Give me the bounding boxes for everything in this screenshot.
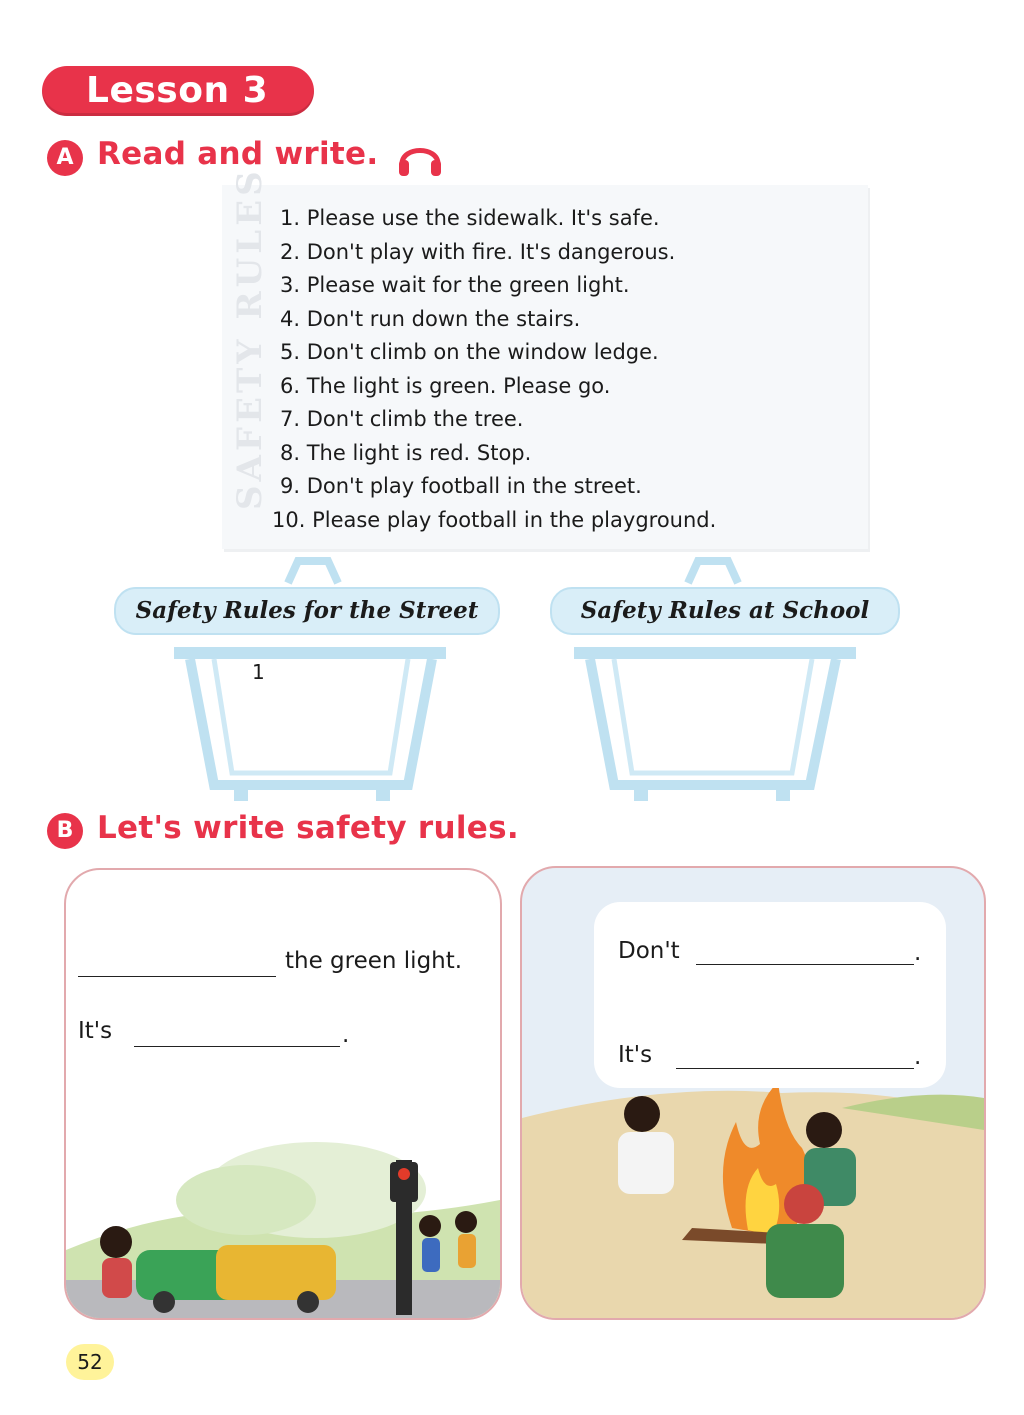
answer-line-3[interactable] — [696, 964, 914, 965]
street-line2-prefix: It's — [78, 1018, 113, 1044]
section-b-title: Let's write safety rules. — [97, 810, 519, 846]
rule-item: 3. Please wait for the green light. — [280, 273, 630, 297]
rule-item: 6. The light is green. Please go. — [280, 373, 611, 398]
section-b-badge: B — [47, 813, 83, 849]
page-number: 52 — [66, 1344, 114, 1380]
answer-line-2[interactable] — [134, 1046, 340, 1047]
rule-item: 7. Don't climb the tree. — [280, 407, 524, 431]
section-a-badge: A — [47, 140, 83, 176]
rule-item: 4. Don't run down the stairs. — [280, 306, 581, 331]
bin-label-street: Safety Rules for the Street — [114, 587, 500, 635]
rule-item: 5. Don't climb on the window ledge. — [280, 340, 659, 364]
period-mark: . — [342, 1022, 350, 1048]
rule-item: 1. Please use the sidewalk. It's safe. — [280, 206, 660, 230]
street-write-box — [64, 868, 502, 1320]
rule-item: 10. Please play football in the playground. — [272, 507, 717, 532]
headphones-icon[interactable] — [396, 136, 444, 182]
street-bin-entry[interactable]: 1 — [252, 660, 265, 684]
fire-line1-prefix: Don't — [618, 938, 680, 964]
street-line1-text: the green light. — [285, 948, 463, 974]
period-mark: . — [914, 1044, 922, 1070]
section-a-title: Read and write. — [97, 136, 379, 172]
fire-line2-prefix: It's — [618, 1042, 653, 1068]
period-mark: . — [914, 940, 922, 966]
rule-item: 9. Don't play football in the street. — [280, 474, 642, 498]
bin-label-school: Safety Rules at School — [550, 587, 900, 635]
rule-item: 2. Don't play with fire. It's dangerous. — [280, 239, 676, 264]
safety-rules-list — [272, 202, 717, 537]
answer-line-1[interactable] — [78, 976, 276, 977]
street-scene-illustration — [66, 870, 500, 1318]
answer-line-4[interactable] — [676, 1068, 914, 1069]
rule-item: 8. The light is red. Stop. — [280, 440, 532, 465]
lesson-title: Lesson 3 — [86, 70, 269, 111]
fire-write-box — [520, 866, 986, 1320]
safety-rules-vertical-title: SAFETY RULES — [230, 167, 270, 510]
